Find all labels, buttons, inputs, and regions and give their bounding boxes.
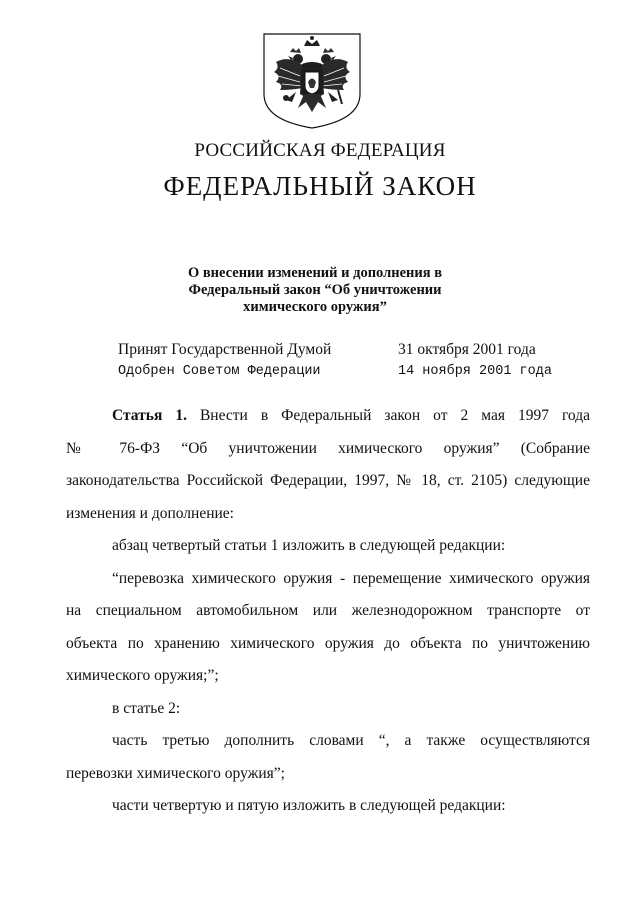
law-title-line: О внесении изменений и дополнения в — [187, 265, 443, 281]
paragraph: части четвертую и пятую изложить в следующей редакции: — [112, 797, 506, 814]
article-1-line: № 76-ФЗ “Об уничтожении химического оружия” (Собрание — [66, 439, 590, 457]
article-1-text: Внести в Федеральный закон от 2 мая 1997 года — [199, 407, 590, 424]
law-title — [150, 265, 480, 316]
paragraph-line: “перевозка химического оружия - перемещение химического оружия — [112, 569, 590, 587]
council-approval-label: Одобрен Советом Федерации — [118, 364, 321, 379]
paragraph: в статье 2: — [112, 699, 181, 717]
law-title-line: Федеральный закон “Об уничтожении — [188, 282, 442, 298]
country-heading: РОССИЙСКАЯ ФЕДЕРАЦИЯ — [194, 140, 446, 161]
paragraph-line: объекта по хранению химического оружия до объекта по уничтожению — [66, 634, 590, 652]
law-type-heading: ФЕДЕРАЛЬНЫЙ ЗАКОН — [163, 171, 477, 201]
paragraph-line: часть третью дополнить словами “, а также осуществляются — [112, 732, 590, 749]
coat-of-arms-icon — [262, 32, 362, 130]
law-title-line: химического оружия” — [243, 299, 387, 315]
paragraph-line: перевозки химического оружия”; — [66, 764, 285, 782]
article-1-line — [66, 400, 590, 433]
law-body — [66, 400, 590, 823]
council-approval-date: 14 ноября 2001 года — [398, 364, 552, 379]
article-1-line: изменения и дополнение: — [66, 504, 234, 522]
duma-adoption-label: Принят Государственной Думой — [118, 341, 332, 358]
paragraph-line: химического оружия;”; — [66, 667, 219, 684]
duma-adoption-date: 31 октября 2001 года — [398, 341, 536, 358]
article-1-line: законодательства Российской Федерации, 1997, № 18, ст. 2105) следующие — [66, 472, 590, 489]
paragraph-line: на специальном автомобильном или железнодорожном транспорте от — [66, 602, 590, 619]
article-1-heading: Статья 1. — [112, 407, 187, 424]
paragraph: абзац четвертый статьи 1 изложить в следующей редакции: — [112, 537, 506, 554]
